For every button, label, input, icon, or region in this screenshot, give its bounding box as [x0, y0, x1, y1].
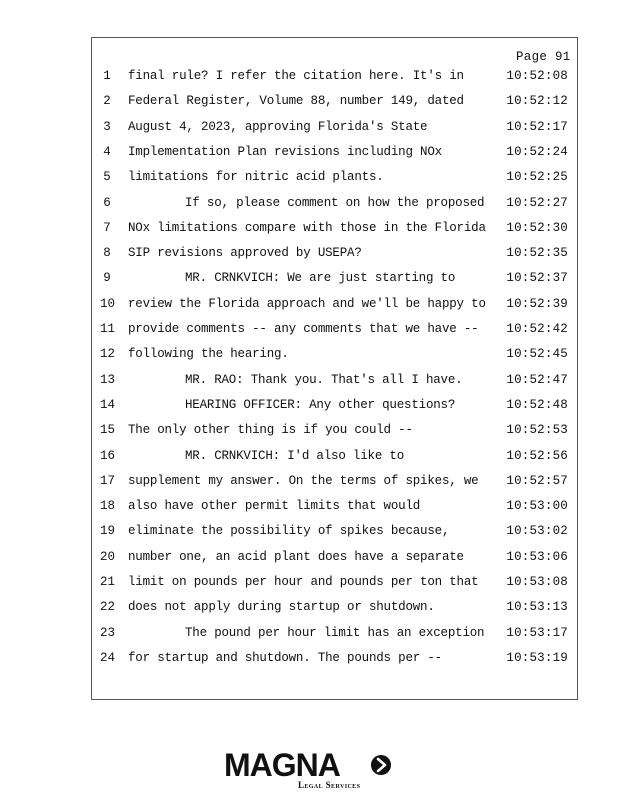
line-text: Implementation Plan revisions including NOx — [128, 144, 442, 159]
transcript-line — [0, 145, 618, 165]
line-text: does not apply during startup or shutdown. — [128, 600, 435, 615]
transcript-line — [0, 550, 618, 570]
line-number: 1 — [103, 69, 111, 83]
line-timestamp: 10:52:37 — [506, 271, 568, 286]
line-timestamp: 10:53:08 — [506, 575, 568, 589]
line-text: The only other thing is if you could -- — [128, 423, 413, 438]
transcript-line — [0, 120, 618, 140]
transcript-line — [0, 69, 618, 89]
logo-subtitle: Legal Services — [298, 780, 361, 790]
transcript-line — [0, 94, 618, 114]
line-timestamp: 10:53:00 — [506, 499, 568, 514]
transcript-line — [0, 626, 618, 646]
line-number: 19 — [100, 524, 116, 539]
transcript-line — [0, 221, 618, 241]
line-text: number one, an acid plant does have a separate — [128, 549, 464, 564]
line-timestamp: 10:52:35 — [506, 246, 568, 261]
line-text: supplement my answer. On the terms of spikes, we — [128, 473, 479, 488]
line-timestamp: 10:53:13 — [506, 600, 568, 615]
line-text: for startup and shutdown. The pounds per -- — [128, 650, 442, 665]
magna-logo — [224, 748, 394, 792]
line-number: 14 — [100, 397, 116, 412]
line-timestamp: 10:52:57 — [506, 473, 568, 488]
line-timestamp: 10:52:53 — [506, 423, 568, 438]
chevron-right-icon — [370, 754, 392, 776]
line-timestamp: 10:53:19 — [506, 650, 568, 665]
transcript-line — [0, 297, 618, 317]
line-text: Federal Register, Volume 88, number 149, dated — [128, 94, 464, 109]
transcript-line — [0, 575, 618, 595]
line-number: 9 — [103, 271, 111, 286]
line-number: 10 — [100, 296, 116, 311]
transcript-line — [0, 271, 618, 291]
line-timestamp: 10:52:39 — [506, 296, 568, 311]
line-text: provide comments -- any comments that we have -- — [128, 322, 479, 336]
line-timestamp: 10:52:56 — [506, 448, 568, 463]
transcript-line — [0, 322, 618, 342]
line-number: 3 — [103, 119, 111, 134]
line-timestamp: 10:53:06 — [506, 549, 568, 564]
line-text: limitations for nitric acid plants. — [128, 170, 384, 185]
line-text: NOx limitations compare with those in the Florida — [128, 220, 486, 235]
transcript-line — [0, 651, 618, 671]
line-number: 21 — [100, 575, 116, 589]
transcript-line — [0, 499, 618, 519]
line-number: 7 — [103, 220, 111, 235]
line-number: 15 — [100, 423, 116, 438]
line-text: limit on pounds per hour and pounds per ton that — [128, 575, 479, 589]
line-number: 5 — [103, 170, 111, 185]
line-number: 20 — [100, 549, 116, 564]
line-number: 2 — [103, 94, 111, 109]
line-number: 6 — [103, 195, 111, 210]
line-text: SIP revisions approved by USEPA? — [128, 246, 362, 261]
transcript-line — [0, 474, 618, 494]
line-timestamp: 10:53:02 — [506, 524, 568, 539]
line-text: following the hearing. — [128, 347, 289, 362]
line-timestamp: 10:52:45 — [506, 347, 568, 362]
line-text: MR. CRNKVICH: We are just starting to — [185, 271, 456, 286]
page-number: Page 91 — [516, 50, 571, 64]
line-text: If so, please comment on how the proposed — [185, 195, 485, 210]
line-text: also have other permit limits that would — [128, 499, 421, 514]
line-timestamp: 10:52:08 — [506, 69, 568, 83]
line-number: 4 — [103, 144, 111, 159]
line-timestamp: 10:52:47 — [506, 372, 568, 387]
line-timestamp: 10:52:25 — [506, 170, 568, 185]
line-text: final rule? I refer the citation here. It's in — [128, 69, 464, 83]
line-number: 18 — [100, 499, 116, 514]
line-number: 8 — [103, 246, 111, 261]
transcript-line — [0, 196, 618, 216]
line-number: 16 — [100, 448, 116, 463]
line-number: 12 — [100, 347, 116, 362]
transcript-line — [0, 373, 618, 393]
transcript-line — [0, 423, 618, 443]
line-timestamp: 10:52:24 — [506, 144, 568, 159]
logo-wordmark: MAGNA — [224, 747, 340, 783]
transcript-line — [0, 398, 618, 418]
line-number: 23 — [100, 625, 116, 640]
line-timestamp: 10:52:27 — [506, 195, 568, 210]
line-number: 24 — [100, 650, 116, 665]
transcript-line — [0, 449, 618, 469]
line-text: HEARING OFFICER: Any other questions? — [185, 397, 456, 412]
line-timestamp: 10:52:17 — [506, 119, 568, 134]
line-timestamp: 10:53:17 — [506, 625, 568, 640]
line-text: August 4, 2023, approving Florida's State — [128, 119, 428, 134]
line-timestamp: 10:52:48 — [506, 397, 568, 412]
line-text: The pound per hour limit has an exception — [185, 625, 485, 640]
line-text: eliminate the possibility of spikes because, — [128, 524, 450, 539]
line-number: 11 — [100, 322, 116, 336]
line-text: review the Florida approach and we'll be happy to — [128, 296, 486, 311]
transcript-line — [0, 347, 618, 367]
line-number: 22 — [100, 600, 116, 615]
line-text: MR. CRNKVICH: I'd also like to — [185, 448, 405, 463]
transcript-line — [0, 170, 618, 190]
line-number: 17 — [100, 473, 116, 488]
transcript-line — [0, 524, 618, 544]
line-text: MR. RAO: Thank you. That's all I have. — [185, 372, 463, 387]
line-timestamp: 10:52:12 — [506, 94, 568, 109]
transcript-line — [0, 600, 618, 620]
transcript-line — [0, 246, 618, 266]
line-number: 13 — [100, 372, 116, 387]
line-timestamp: 10:52:42 — [506, 322, 568, 336]
line-timestamp: 10:52:30 — [506, 220, 568, 235]
